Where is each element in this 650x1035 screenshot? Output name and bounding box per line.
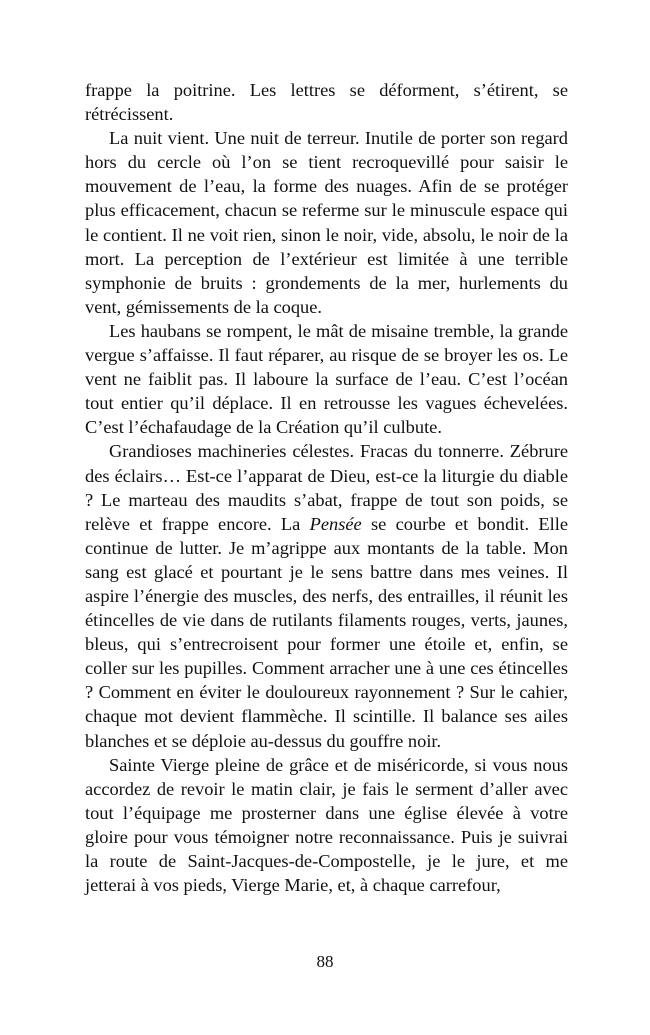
paragraph-1: frappe la poitrine. Les lettres se déforment, s’étirent, se rétrécissent. — [85, 80, 568, 125]
paragraph-4 — [85, 439, 568, 752]
paragraph-2: La nuit vient. Une nuit de terreur. Inutile de porter son regard hors du cercle où l’on se tient recroquevillé pour saisir le mouvement de l’eau, la forme des nuages. Afin de se protéger plus efficacement, chacun se referme sur le minuscule espace qui le contient. Il ne voit rien, sinon le noir, vide, absolu, le noir de la mort. La perception de l’extérieur est limitée à une terrible symphonie de bruits : grondements de la mer, hurlements du vent, gémissements de la coque. — [85, 128, 568, 317]
page-number: 88 — [316, 952, 334, 971]
paragraph-3: Les haubans se rompent, le mât de misaine tremble, la grande vergue s’affaisse. Il faut réparer, au risque de se broyer les os. Le vent ne faiblit pas. Il laboure la surface de l’eau. C’est l’océan tout entier qu’il déplace. Il en retrousse les vagues échevelées. C’est l’échafaudage de la Création qu’il culbute. — [85, 320, 568, 438]
page-body — [85, 78, 568, 897]
paragraph-4-text-after: se courbe et bondit. Elle continue de lutter. Je m’agrippe aux montants de la table. Mon sang est glacé et pourtant je le sens battre dans mes veines. Il aspire l’énergie des muscles, des nerfs, des entrailles, il réunit les étincelles de vie dans de rutilants filaments rouges, verts, jaunes, bleus, qui s’entrecroisent pour former une étoile et, enfin, se coller sur les pupilles. Comment arracher une à une ces étincelles ? Comment en éviter le douloureux rayonnement ? Sur le cahier, chaque mot devient flammèche. Il scintille. Il balance ses ailes blanches et se déploie au-dessus du gouffre noir. — [85, 513, 568, 751]
ship-name-italic: Pensée — [309, 513, 362, 534]
paragraph-4-text-before: Grandioses machineries célestes. Fracas du tonnerre. Zébrure des éclairs… Est-ce l’apparat de Dieu, est-ce la liturgie du diable ? Le marteau des maudits s’abat, frappe de tout son poids, se relève et frappe encore. La — [85, 441, 568, 534]
paragraph-5: Sainte Vierge pleine de grâce et de miséricorde, si vous nous accordez de revoir le matin clair, je fais le serment d’aller avec tout l’équipage me prosterner dans une église élevée à votre gloire pour vous témoigner notre reconnaissance. Puis je suivrai la route de Saint-Jacques-de-Compostelle, je le jure, et me jetterai à vos pieds, Vierge Marie, et, à chaque carrefour, — [85, 754, 568, 896]
